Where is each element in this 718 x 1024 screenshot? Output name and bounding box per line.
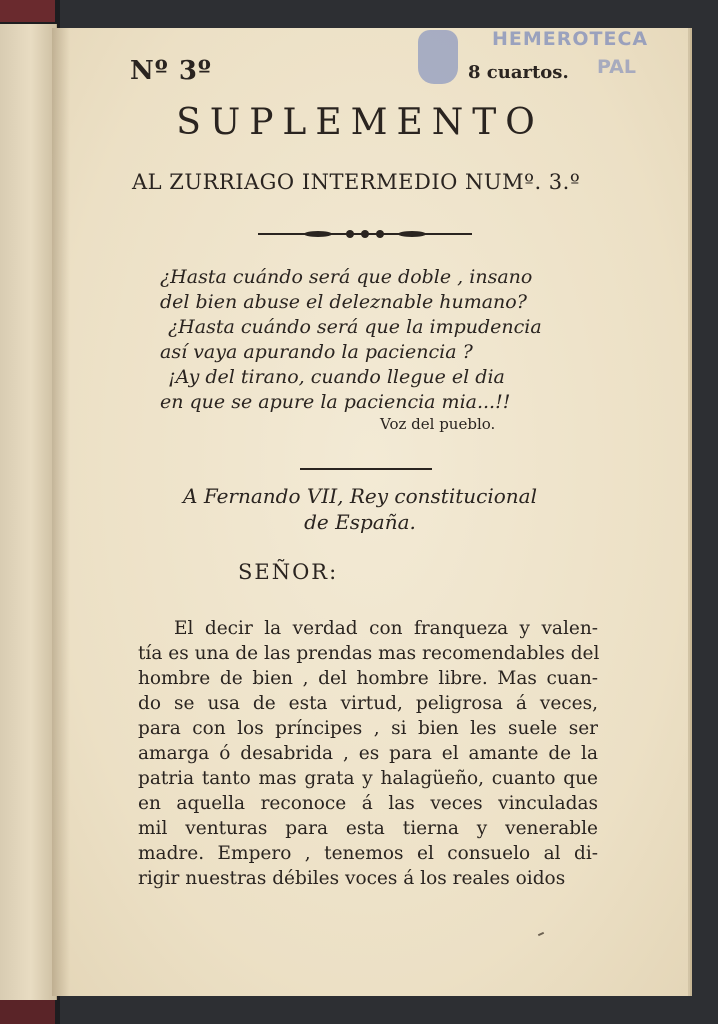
body-line: do se usa de esta virtud, peligrosa á veces, — [138, 693, 598, 714]
epigraph-line: ¡Ay del tirano, cuando llegue el dia — [168, 366, 505, 388]
body-line: patria tanto mas grata y halagüeño, cuanto que — [138, 768, 598, 789]
issue-number: Nº 3º — [130, 56, 212, 86]
epigraph-attribution: Voz del pueblo. — [380, 415, 496, 433]
body-line: en aquella reconoce á las veces vinculadas — [138, 793, 598, 814]
body-line: hombre de bien , del hombre libre. Mas cuan- — [138, 668, 598, 689]
salutation: SEÑOR: — [238, 560, 339, 584]
document-page — [52, 28, 688, 996]
address-line-1: A Fernando VII, Rey constitucional — [183, 484, 537, 508]
body-line: rigir nuestras débiles voces á los reales oidos — [138, 868, 566, 889]
library-stamp-text: HEMEROTECA — [492, 28, 649, 50]
library-stamp-text-secondary: PAL — [597, 56, 636, 78]
issue-price: 8 cuartos. — [468, 62, 569, 83]
epigraph-line: ¿Hasta cuándo será que doble , insano — [160, 266, 533, 288]
address-line-2: de España. — [304, 510, 416, 534]
document-title: SUPLEMENTO — [176, 102, 544, 143]
epigraph-line: ¿Hasta cuándo será que la impudencia — [168, 316, 542, 338]
body-line: mil venturas para esta tierna y venerable — [138, 818, 598, 839]
binding-edge-top — [0, 0, 55, 22]
epigraph-line: del bien abuse el deleznable humano? — [160, 291, 527, 313]
ornament-divider — [258, 228, 472, 240]
body-line: para con los príncipes , si bien les suele ser — [138, 718, 598, 739]
epigraph-line: así vaya apurando la paciencia ? — [160, 341, 473, 363]
section-rule — [300, 468, 432, 470]
body-line: amarga ó desabrida , es para el amante de la — [138, 743, 598, 764]
body-line: madre. Empero , tenemos el consuelo al di- — [138, 843, 598, 864]
previous-page-edge — [0, 24, 57, 1000]
document-subtitle: AL ZURRIAGO INTERMEDIO NUMº. 3.º — [132, 170, 581, 194]
body-line: tía es una de las prendas mas recomendables del — [138, 643, 600, 664]
epigraph-line: en que se apure la paciencia mia...!! — [160, 391, 511, 413]
ink-mark — [538, 932, 544, 936]
library-stamp-seal — [418, 30, 458, 84]
body-line: El decir la verdad con franqueza y valen- — [174, 618, 598, 639]
